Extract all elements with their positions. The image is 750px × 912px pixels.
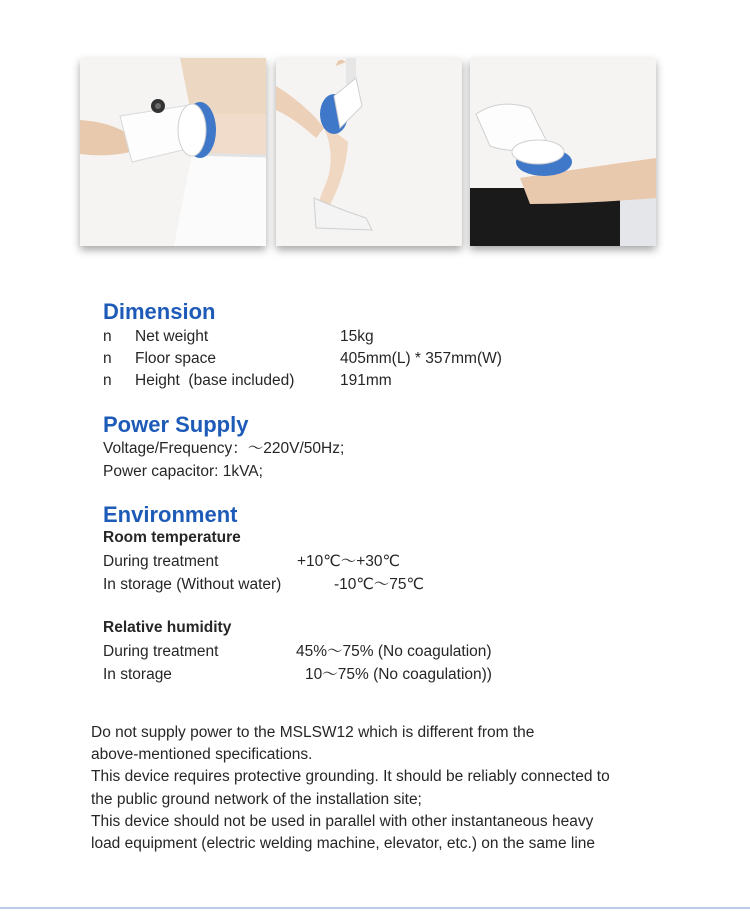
leg-illustration: [276, 58, 462, 246]
room-label: During treatment: [103, 553, 219, 570]
environment-heading: Environment: [103, 502, 238, 527]
dimension-label: Floor space: [135, 350, 216, 367]
humidity-value: 10～75% (No coagulation)): [305, 666, 492, 683]
note-line: Do not supply power to the MSLSW12 which is different from the: [91, 724, 535, 741]
dimension-value: 405mm(L) * 357mm(W): [340, 350, 502, 367]
dimension-value: 15kg: [340, 328, 374, 345]
dimension-bullet: n: [103, 328, 112, 345]
photo-arm: [470, 58, 656, 246]
photo-waist: [80, 58, 266, 246]
dimension-label: Net weight: [135, 328, 209, 345]
humidity-value: 45%～75% (No coagulation): [296, 643, 492, 660]
humidity-label: During treatment: [103, 643, 219, 660]
photo-leg: [276, 58, 462, 246]
note-line: This device should not be used in parallel with other instantaneous heavy: [91, 812, 594, 830]
dimension-value: 191mm: [340, 372, 392, 389]
humidity-label: In storage: [103, 666, 172, 683]
arm-illustration: [470, 58, 656, 246]
room-temperature-title: Room temperature: [103, 529, 241, 546]
bottom-divider: [0, 907, 750, 909]
power-capacitor: Power capacitor: 1kVA;: [103, 463, 263, 480]
dimension-bullet: n: [103, 372, 112, 389]
waist-illustration: [80, 58, 266, 246]
relative-humidity-title: Relative humidity: [103, 619, 232, 636]
dimension-label: Height (base included): [135, 372, 295, 389]
note-line: This device requires protective grounding. It should be reliably connected to: [91, 768, 610, 786]
note-line: above-mentioned specifications.: [91, 746, 313, 764]
power-voltage: Voltage/Frequency：～220V/50Hz;: [103, 440, 345, 457]
dimension-bullet: n: [103, 350, 112, 367]
room-value: -10℃～75℃: [334, 576, 424, 593]
photo-strip: [80, 58, 656, 248]
note-line: the public ground network of the installation site;: [91, 790, 422, 808]
room-value: +10℃～+30℃: [297, 553, 400, 570]
room-label: In storage (Without water): [103, 576, 282, 593]
safety-notes: [91, 722, 671, 855]
dimension-heading: Dimension: [103, 299, 216, 324]
note-line: load equipment (electric welding machine, elevator, etc.) on the same line: [91, 835, 596, 853]
power-heading: Power Supply: [103, 412, 249, 437]
